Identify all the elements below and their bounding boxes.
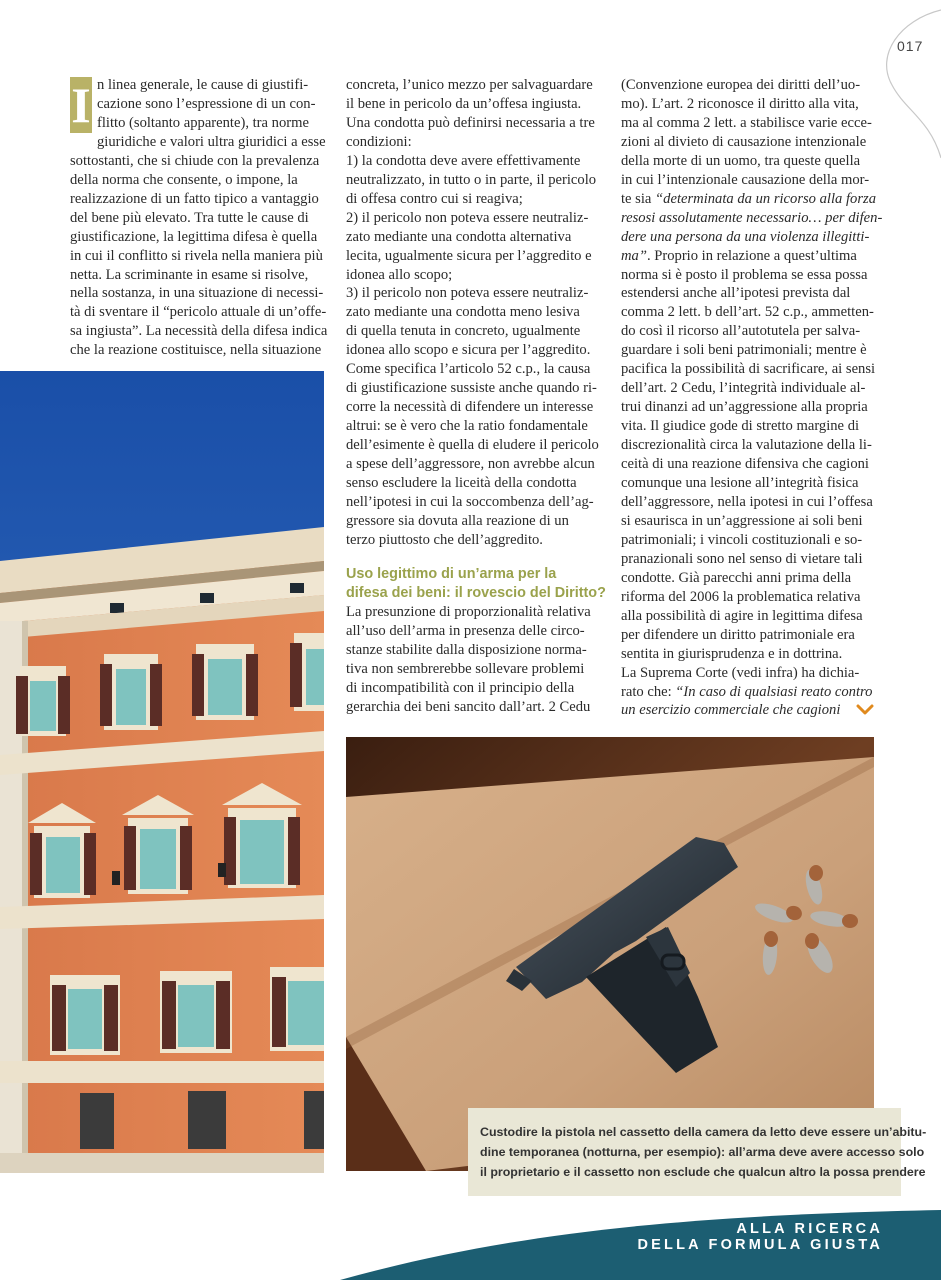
text-line: mo). L’art. 2 riconosce il diritto alla vita, — [621, 95, 859, 112]
text-line: ma al comma 2 lett. a stabilisce varie ecce- — [621, 114, 872, 131]
text-line: di incompatibilità con il principio della — [346, 679, 575, 696]
text-line: flitto (soltanto apparente), tra norme — [97, 114, 309, 131]
text-line: trui dinanzi ad un’aggressione alla propria — [621, 399, 868, 416]
article-column-3 — [621, 76, 883, 720]
text-line: giuridiche e valori ultra giuridici a esse — [97, 133, 326, 150]
text-line: n linea generale, le cause di giustifi- — [97, 77, 309, 93]
text-line: dell’art. 2 Cedu, l’integrità individuale al- — [621, 380, 866, 397]
quote-fragment: ma” — [621, 247, 647, 264]
text-line: del bene più elevato. Tra tutte le cause di — [70, 209, 309, 226]
section-title-line: ALLA RICERCA — [736, 1221, 883, 1237]
quote-fragment: “In caso di qualsiasi reato contro — [675, 683, 873, 700]
text-line: tà di sventare il “pericolo attuale di un’offe- — [70, 304, 327, 321]
page-number: 017 — [897, 38, 924, 54]
text-line: 2) il pericolo non poteva essere neutraliz- — [346, 209, 589, 226]
text-line: di giustificazione sussiste anche quando ri- — [346, 380, 597, 397]
text-line: alla possibilità di agire in legittima difesa — [621, 607, 863, 624]
text-line: estendersi anche all’ipotesi prevista dal — [621, 285, 851, 302]
text-line: zioni al divieto di causazione intenzionale — [621, 133, 867, 150]
text-line: gressore sia dovuta alla reazione di un — [346, 512, 569, 529]
section-title — [638, 1221, 884, 1253]
text-line: gerarchia dei beni sancito dall’art. 2 Cedu — [346, 698, 591, 715]
text-line: discrezionalità circa la valutazione della li- — [621, 437, 872, 454]
text-line: idonea allo scopo e sicura per l’aggredito. — [346, 342, 591, 359]
text-line: all’uso dell’arma in presenza delle circo- — [346, 622, 585, 639]
text-line: di quella tenuta in concreto, ugualmente — [346, 323, 581, 340]
text-line: vita. Il giudice gode di stretto margine di — [621, 418, 860, 435]
text-fragment: . Proprio in relazione a quest’ultima — [646, 247, 857, 264]
text-line: zato mediante una condotta alternativa — [346, 228, 572, 245]
quote-line: un esercizio commerciale che cagioni — [621, 702, 841, 719]
text-line: do così il ricorso all’autotutela per salva- — [621, 323, 861, 340]
text-line: cazione sono l’espressione di un con- — [97, 95, 316, 112]
text-fragment: te sia — [621, 190, 656, 207]
drop-cap: I — [71, 77, 91, 133]
caption-line: Custodire la pistola nel cassetto della camera da letto deve essere un’abitu- — [480, 1125, 927, 1139]
text-line: per difendere un diritto patrimoniale era — [621, 626, 855, 643]
text-line: 3) il pericolo non poteva essere neutraliz- — [346, 285, 589, 302]
text-line: La presunzione di proporzionalità relativa — [346, 603, 591, 620]
text-line: sottostanti, che si chiude con la prevalenza — [70, 152, 320, 169]
text-line: il bene in pericolo da un’offesa ingiusta. — [346, 95, 582, 112]
text-line: senso escludere la liceità della condotta — [346, 475, 577, 492]
text-line: in cui il conflitto si rivela nella maniera più — [70, 247, 323, 264]
text-line: di offesa contro cui si reagiva; — [346, 190, 523, 207]
text-line — [621, 247, 871, 266]
text-line: sentita in giurisprudenza e in dottrina. — [621, 645, 843, 662]
section-title-line: DELLA FORMULA GIUSTA — [637, 1237, 883, 1253]
text-line: stanze stabilite dalla disposizione norma- — [346, 641, 587, 658]
building-photo — [0, 371, 324, 1173]
text-line: (Convenzione europea dei diritti dell’uo- — [621, 77, 861, 93]
quote-line: resosi assolutamente necessario… per difen- — [621, 209, 883, 226]
text-line: comunque una lesione all’integrità fisica — [621, 475, 859, 492]
photo-caption — [468, 1108, 927, 1196]
text-line: della morte di un uomo, tra queste quella — [621, 152, 861, 169]
text-line: pranazionali sono nel senso di vietare tali — [621, 550, 863, 567]
text-line: nella sostanza, in una situazione di necessi- — [70, 285, 324, 302]
article-column-2 — [346, 76, 606, 717]
text-line: condizioni: — [346, 133, 412, 150]
text-line: che la reazione costituisce, nella situazione — [70, 342, 322, 359]
caption-line: dine temporanea (notturna, per esempio): all’arma deve avere accesso solo — [480, 1145, 925, 1159]
quote-line: dere una persona da una violenza illegitti- — [621, 228, 870, 245]
text-line: idonea allo scopo; — [346, 266, 453, 283]
text-line: concreta, l’unico mezzo per salvaguardare — [346, 77, 593, 93]
text-line: guardare i soli beni patrimoniali; mentre è — [621, 342, 867, 359]
text-line — [621, 683, 871, 702]
text-line: terzo piuttosto che dell’aggredito. — [346, 531, 543, 548]
caption-line: il proprietario e il cassetto non esclude che qualcun altro la possa prendere — [480, 1165, 926, 1179]
text-line: patrimoniali; i vincoli costituzionali e so- — [621, 531, 863, 548]
text-line: dell’aggressore, nella ipotesi in cui l’offesa — [621, 493, 873, 510]
text-line: in cui l’intenzionale causazione della mor- — [621, 171, 870, 188]
text-line: netta. La scriminante in esame si risolve, — [70, 266, 309, 283]
text-line: a spese dell’aggressore, non avrebbe alcun — [346, 456, 595, 473]
text-line: altrui: se è vero che la ratio fondamentale — [346, 418, 588, 435]
text-fragment: rato che: — [621, 683, 676, 700]
subheading-line: Uso legittimo di un’arma per la — [346, 565, 557, 582]
text-line — [621, 190, 876, 209]
text-line: Una condotta può definirsi necessaria a tre — [346, 114, 595, 131]
text-line: lecita, ugualmente sicura per l’aggredito e — [346, 247, 592, 264]
chevron-down-icon — [856, 703, 874, 717]
text-line: pacifica la possibilità di sacrificare, ai sensi — [621, 361, 876, 378]
text-line: condotte. Già parecchi anni prima della — [621, 569, 852, 586]
decorative-page-curve — [870, 0, 941, 160]
text-line: sa ingiusta”. La necessità della difesa indica — [70, 323, 328, 340]
article-column-1 — [70, 76, 328, 360]
text-line: neutralizzato, in tutto o in parte, il pericolo — [346, 171, 597, 188]
text-line: nell’ipotesi in cui la soccombenza dell’ag- — [346, 493, 594, 510]
text-line: La Suprema Corte (vedi infra) ha dichia- — [621, 664, 860, 681]
text-line: ceità di una reazione difensiva che cagioni — [621, 456, 869, 473]
text-line: giustificazione, la legittima difesa è quella — [70, 228, 318, 245]
text-line: zato mediante una condotta meno lesiva — [346, 304, 580, 321]
text-line: corre la necessità di difendere un interesse — [346, 399, 594, 416]
text-line: si esaurisca in un’aggressione ai soli beni — [621, 512, 863, 529]
subheading-line: difesa dei beni: il rovescio del Diritto? — [346, 584, 606, 601]
text-line: della norma che consente, o impone, la — [70, 171, 298, 188]
text-line: comma 2 lett. b dell’art. 52 c.p., ammetten- — [621, 304, 874, 321]
text-line: realizzazione di un fatto tipico a vantaggio — [70, 190, 319, 207]
text-line: norma si è posto il problema se essa possa — [621, 266, 868, 283]
text-line: tiva non sembrerebbe sollevare problemi — [346, 660, 585, 677]
text-line: Come specifica l’articolo 52 c.p., la causa — [346, 361, 591, 378]
pistol-drawer-photo — [346, 737, 874, 1171]
text-line: 1) la condotta deve avere effettivamente — [346, 152, 581, 169]
quote-fragment: “determinata da un ricorso alla forza — [655, 190, 876, 207]
text-line: dell’esimente è quella di eludere il pericolo — [346, 437, 599, 454]
section-subheading — [346, 565, 606, 603]
text-line: riforma del 2006 la problematica relativa — [621, 588, 861, 605]
